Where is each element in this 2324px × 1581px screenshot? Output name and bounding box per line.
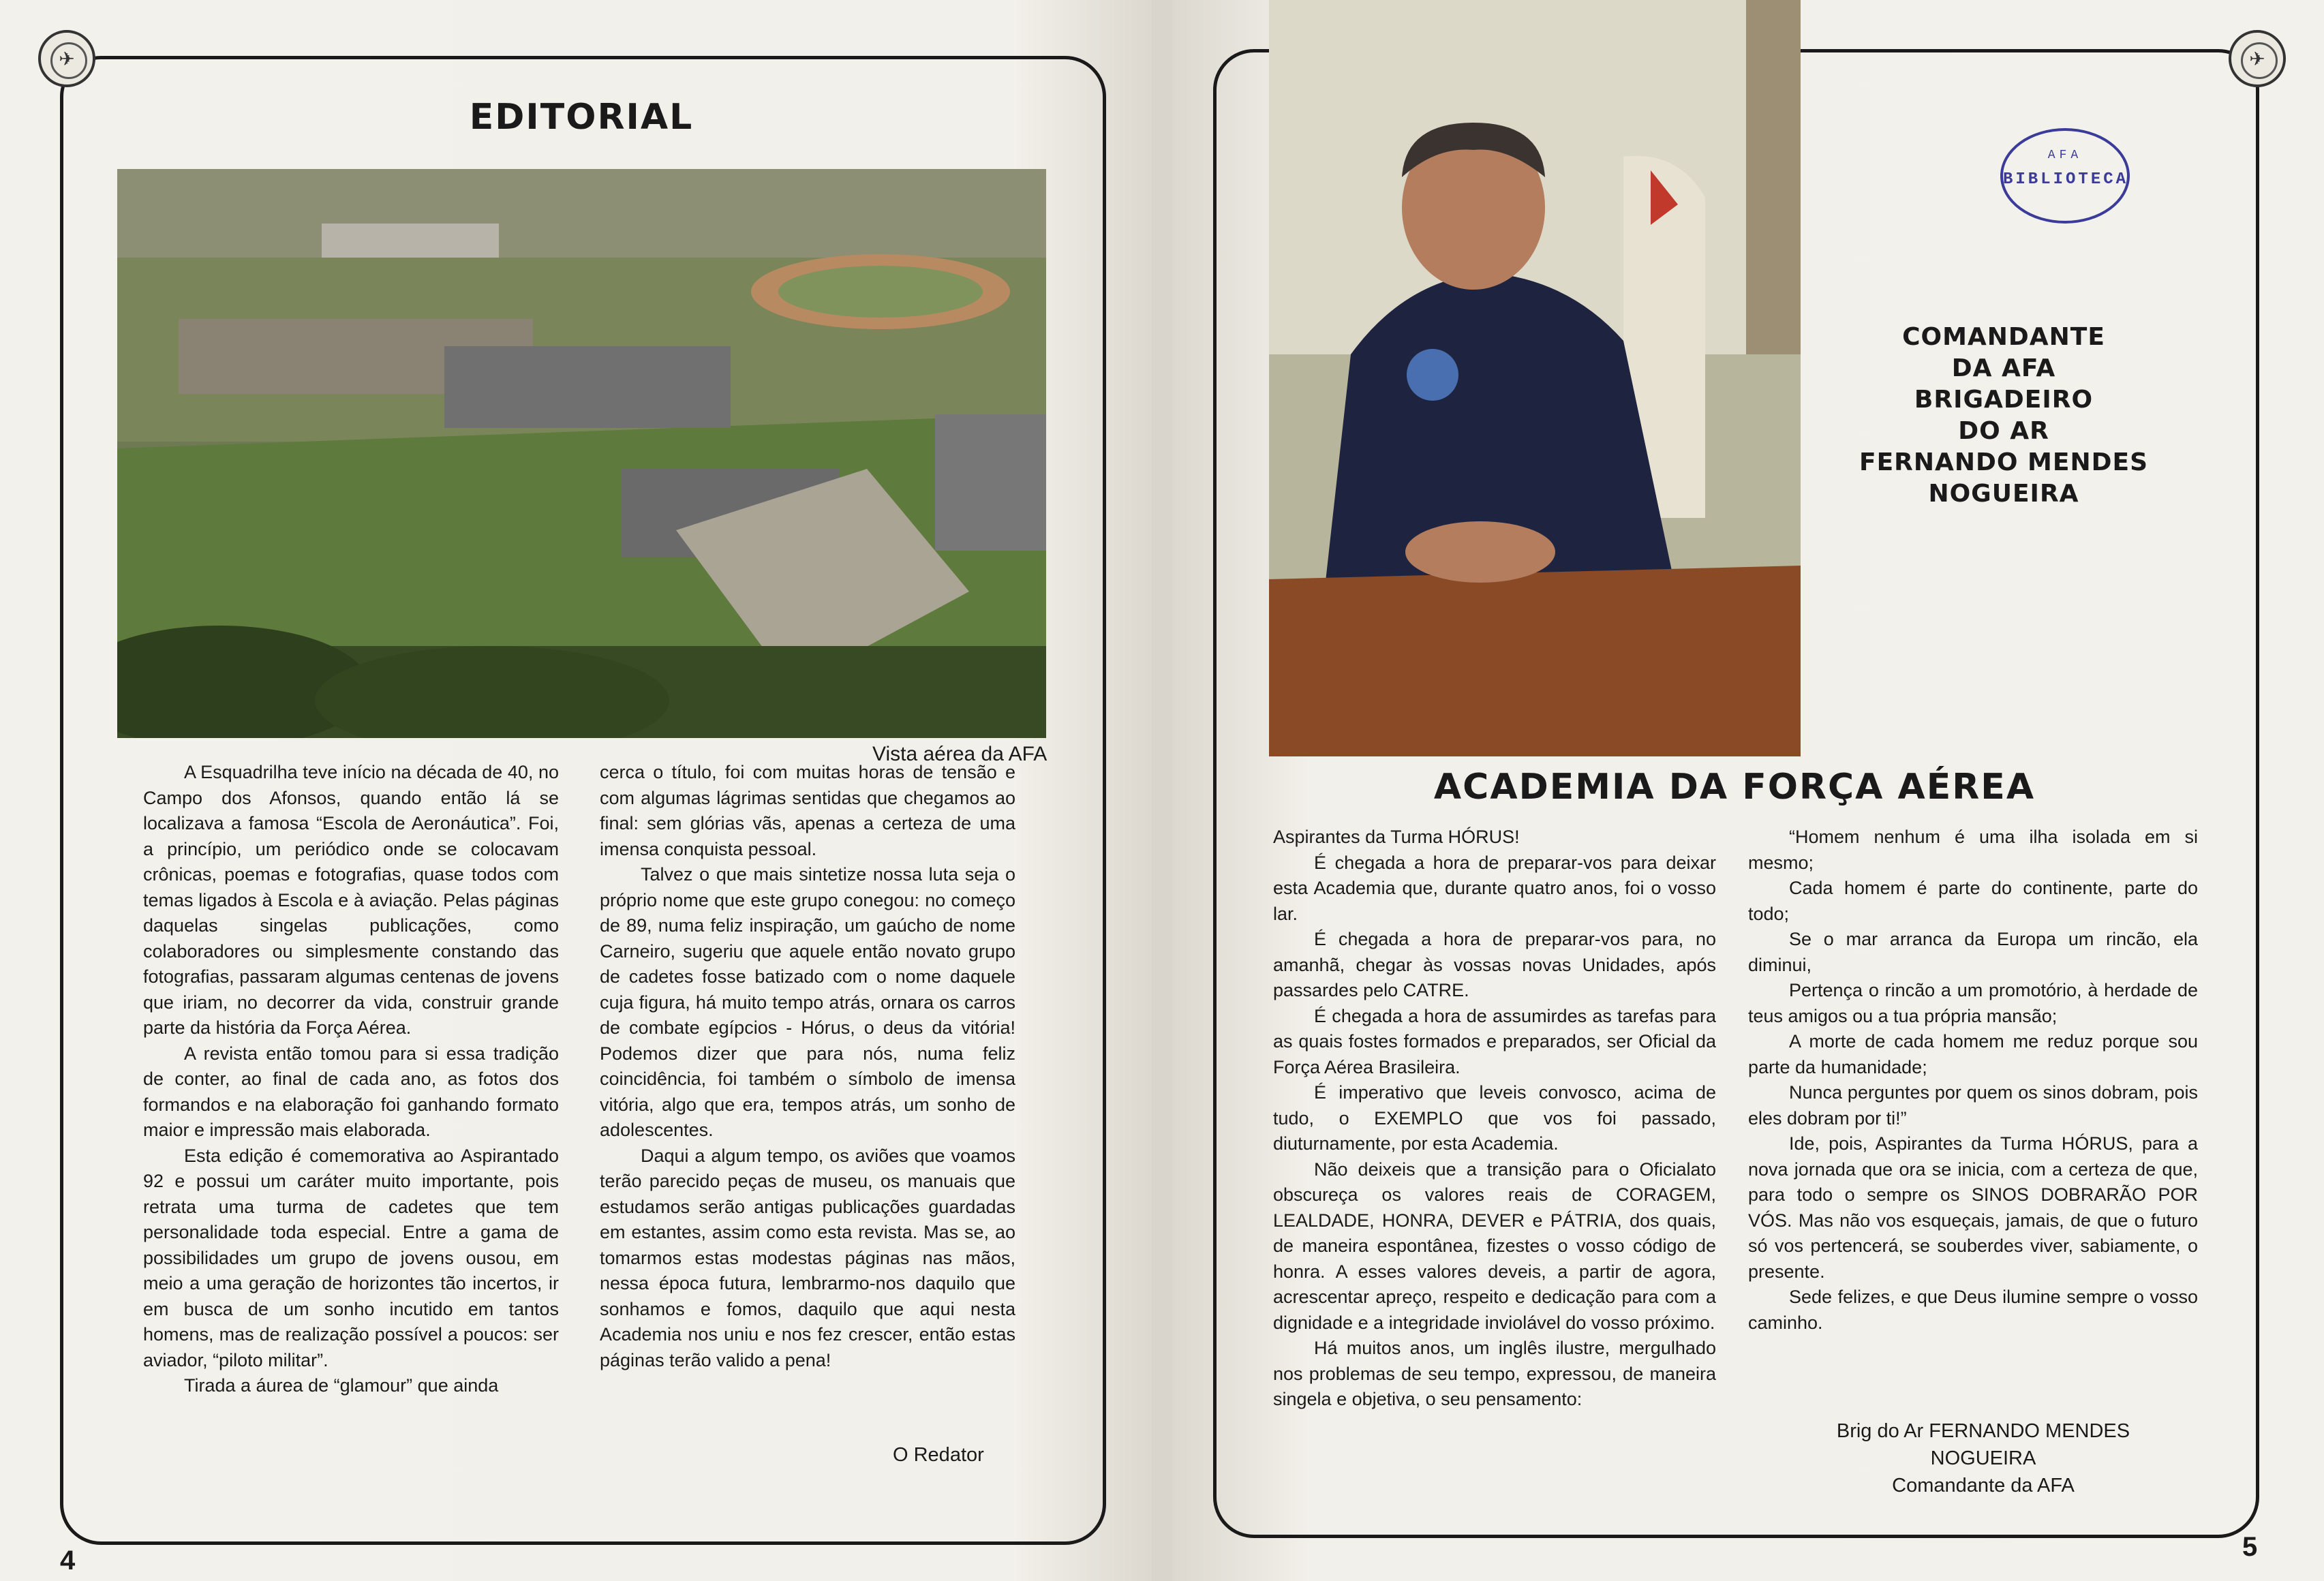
paragraph: É chegada a hora de preparar-vos para deixar esta Academia que, durante quatro anos, foi o vosso lar. <box>1273 852 1716 924</box>
paragraph: Há muitos anos, um inglês ilustre, mergulhado nos problemas de seu tempo, expressou, de maneira singela e objetiva, o seu pensamento: <box>1273 1338 1716 1409</box>
paragraph: Daqui a algum tempo, os aviões que voamos terão parecido peças de museu, os manuais que estudamos serão antigas publicações guardadas em estantes, assim como esta revista. Mas se, ao tomarmos estas modestas páginas nas mãos, nessa época futura, lembrarmo-nos daquilo que sonhamos e fomos, daquilo que aqui nesta Academia nos uniu e nos fez crescer, então estas páginas terão valido a pena! <box>600 1145 1015 1370</box>
page-number: 5 <box>2242 1532 2258 1562</box>
right-page <box>1172 0 2324 1581</box>
left-page <box>0 0 1152 1581</box>
paragraph: Pertença o rincão a um promotório, à herdade de teus amigos ou a tua própria mansão; <box>1748 980 2198 1026</box>
stamp-text-main: BIBLIOTECA <box>2003 170 2129 189</box>
commander-portrait <box>1269 0 1801 756</box>
commander-signature <box>1786 1417 2181 1499</box>
commander-title-line: DA AFA <box>1951 354 2056 382</box>
commander-title-line: BRIGADEIRO <box>1914 386 2094 414</box>
paragraph: É chegada a hora de assumirdes as tarefas para as quais fostes formados e preparados, ser Oficial da Força Aérea Brasileira. <box>1273 1005 1716 1077</box>
paragraph: Não deixeis que a transição para o Oficialato obscureça os valores reais de CORAGEM, LEALDADE, HONRA, DEVER e PÁTRIA, dos quais, de maneira espontânea, fizestes o vosso código de honra. A esses valores deveis, a partir de agora, acrescentar apreço, respeito e dedicação para com a dignidade e a integridade inviolável do vosso próximo. <box>1273 1158 1716 1333</box>
paragraph: cerca o título, foi com muitas horas de tensão e com algumas lágrimas sentidas que chegamos ao final: sem glórias vãs, apenas a certeza de uma imensa conquista pessoal. <box>600 762 1015 859</box>
commander-title <box>1826 322 2181 510</box>
signature-name: Brig do Ar FERNANDO MENDES NOGUEIRA <box>1836 1420 2130 1469</box>
paragraph: Tirada a áurea de “glamour” que ainda <box>184 1375 499 1396</box>
paragraph: É imperativo que leveis convosco, acima de tudo, o EXEMPLO que vos foi passado, diuturnamente, por esta Academia. <box>1273 1082 1716 1154</box>
paragraph: Se o mar arranca da Europa um rincão, ela diminui, <box>1748 929 2198 975</box>
editorial-title: EDITORIAL <box>469 97 694 138</box>
paragraph: Sede felizes, e que Deus ilumine sempre o vosso caminho. <box>1748 1287 2198 1333</box>
editorial-column-2 <box>600 760 1015 1373</box>
stamp-text-top: AFA <box>2047 149 2083 162</box>
commander-title-line: DO AR <box>1958 417 2049 445</box>
paragraph: A revista então tomou para si essa tradição de conter, ao final de cada ano, as fotos dos formandos e na elaboração foi ganhando formato maior e impressão mais elaborada. <box>143 1043 559 1140</box>
page-number: 4 <box>60 1546 76 1576</box>
editorial-signature: O Redator <box>893 1444 984 1466</box>
paragraph: Talvez o que mais sintetize nossa luta seja o próprio nome que este grupo conegou: no começo de 89, numa feliz inspiração, um gaúcho de nome Carneiro, sugeriu que aquele então novato grupo de cadetes fosse batizado com o nome daquele cuja figura, há muito tempo atrás, ornara os carros de combate egípcios - Hórus, o deus da vitória! Podemos dizer que para nós, numa feliz coincidência, foi também o símbolo de imensa vitória, algo que era, tempos atrás, um sonho de adolescentes. <box>600 864 1015 1140</box>
paragraph: A morte de cada homem me reduz porque sou parte da humanidade; <box>1748 1031 2198 1077</box>
commander-title-line: COMANDANTE <box>1902 323 2105 351</box>
commander-title-line: FERNANDO MENDES <box>1859 448 2148 476</box>
academy-seal-icon: ✈ <box>2229 30 2286 87</box>
paragraph: Ide, pois, Aspirantes da Turma HÓRUS, para a nova jornada que ora se inicia, com a certeza de que, para todo o sempre os SINOS DOBRARÃO POR VÓS. Mas não vos esqueçais, jamais, de que o futuro só vos pertencerá, se souberdes viver, sabiamente, o presente. <box>1748 1133 2198 1282</box>
message-column-1 <box>1273 825 1716 1413</box>
library-stamp <box>2000 128 2130 224</box>
paragraph: É chegada a hora de preparar-vos para, no amanhã, chegar às vossas novas Unidades, após passardes pelo CATRE. <box>1273 929 1716 1000</box>
academy-seal-icon: ✈ <box>38 30 95 87</box>
paragraph: A Esquadrilha teve início na década de 40, no Campo dos Afonsos, quando então lá se localizava a famosa “Escola de Aeronáutica”. Foi, a princípio, um periódico onde se colocavam crônicas, poemas e fotografias, quase todos com temas ligados à Escola e à aviação. Pelas páginas daquelas singelas publicações, como colaboradores ou simplesmente constando das fotografias, passaram algumas centenas de jovens que iriam, no decorrer da vida, construir grande parte da história da Força Aérea. <box>143 762 559 1038</box>
commander-title-line: NOGUEIRA <box>1928 480 2079 508</box>
paragraph: “Homem nenhum é uma ilha isolada em si mesmo; <box>1748 827 2198 873</box>
photo-caption: Vista aérea da AFA <box>872 743 1048 765</box>
paragraph: Cada homem é parte do continente, parte do todo; <box>1748 878 2198 924</box>
aerial-photo <box>117 169 1046 738</box>
editorial-column-1 <box>143 760 559 1399</box>
paragraph: Aspirantes da Turma HÓRUS! <box>1273 827 1520 847</box>
paragraph: Nunca perguntes por quem os sinos dobram, pois eles dobram por ti!” <box>1748 1082 2198 1129</box>
paragraph: Esta edição é comemorativa ao Aspirantado 92 e possui um caráter muito importante, pois retrata uma turma de cadetes que tem personalidade toda especial. Entre a gama de possibilidades um grupo de jovens ousou, em meio a uma geração de horizontes tão incertos, ir em busca de um sonho incutido em tantos homens, mas de realização possível a poucos: ser aviador, “piloto militar”. <box>143 1145 559 1370</box>
signature-role: Comandante da AFA <box>1892 1475 2075 1496</box>
message-column-2 <box>1748 825 2198 1336</box>
academy-title: ACADEMIA DA FORÇA AÉREA <box>1433 767 2036 808</box>
